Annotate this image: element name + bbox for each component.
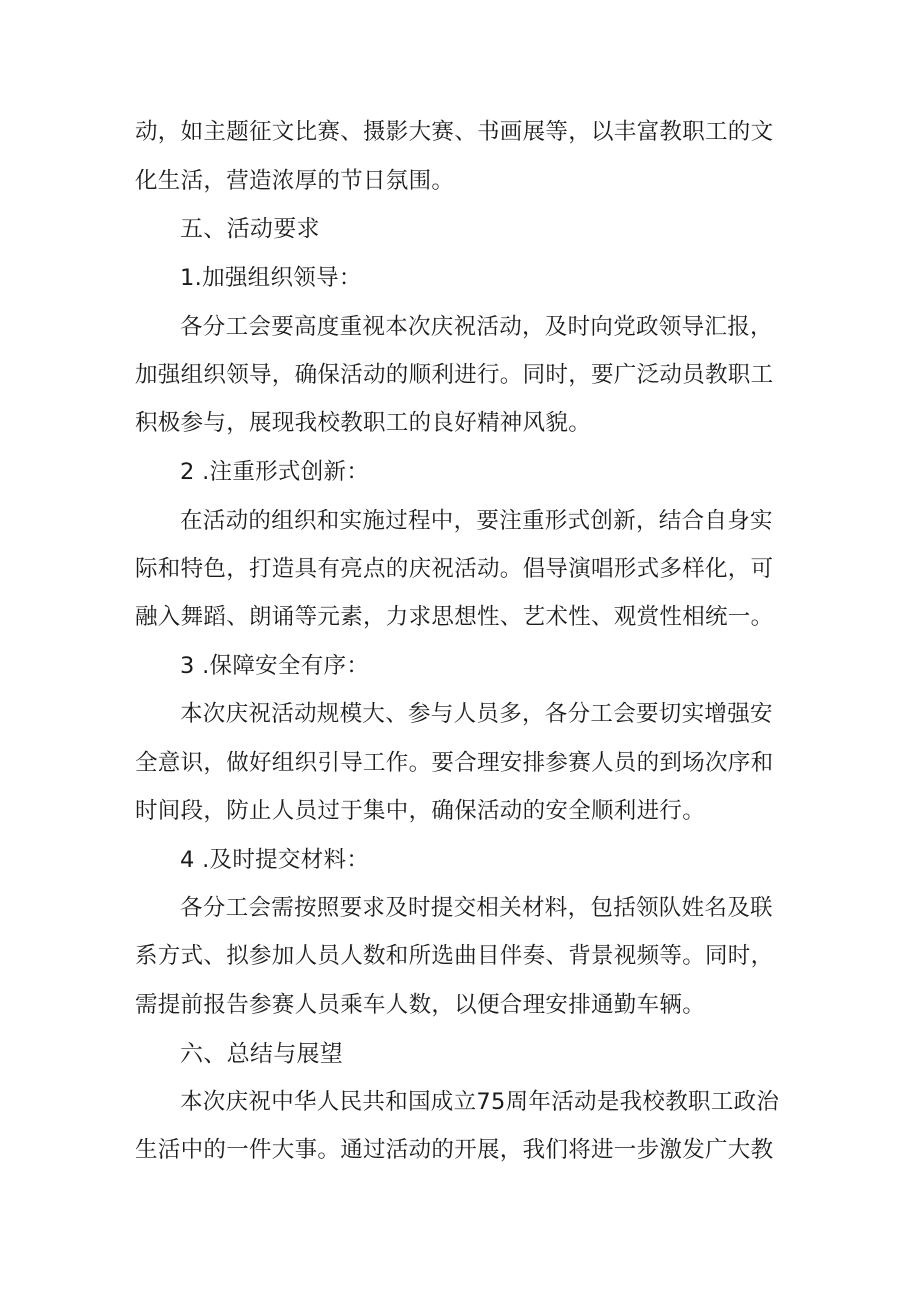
paragraph-line: 际和特色，打造具有亮点的庆祝活动。倡导演唱形式多样化，可	[135, 556, 774, 582]
paragraph-line: 积极参与，展现我校教职工的良好精神风貌。	[135, 410, 592, 436]
paragraph-line: 时间段，防止人员过于集中，确保活动的安全顺利进行。	[135, 798, 706, 824]
paragraph-line: 系方式、拟参加人员人数和所选曲目伴奏、背景视频等。同时，	[135, 943, 774, 969]
paragraph-line: 化生活，营造浓厚的节日氛围。	[135, 168, 455, 194]
paragraph-line: 全意识，做好组织引导工作。要合理安排参赛人员的到场次序和	[135, 750, 774, 776]
section-heading-six: 六、总结与展望	[180, 1041, 344, 1067]
subheading-2: 2 .注重形式创新：	[180, 459, 370, 485]
paragraph-line: 各分工会要高度重视本次庆祝活动，及时向党政领导汇报，	[180, 314, 773, 340]
paragraph-line: 融入舞蹈、朗诵等元素，力求思想性、艺术性、观赏性相统一。	[135, 604, 774, 630]
paragraph-line: 需提前报告参赛人员乘车人数，以便合理安排通勤车辆。	[135, 992, 706, 1018]
paragraph-line: 在活动的组织和实施过程中，要注重形式创新，结合自身实	[180, 508, 773, 534]
subheading-1: 1.加强组织领导：	[180, 265, 362, 291]
paragraph-line: 动，如主题征文比赛、摄影大赛、书画展等，以丰富教职工的文	[135, 119, 774, 145]
subheading-3: 3 .保障安全有序：	[180, 653, 370, 679]
paragraph-line: 各分工会需按照要求及时提交相关材料，包括领队姓名及联	[180, 895, 773, 921]
subheading-4: 4 .及时提交材料：	[180, 847, 370, 873]
paragraph-line: 本次庆祝中华人民共和国成立75周年活动是我校教职工政治	[180, 1089, 780, 1115]
paragraph-line: 加强组织领导，确保活动的顺利进行。同时，要广泛动员教职工	[135, 362, 774, 388]
section-heading-five: 五、活动要求	[180, 216, 320, 242]
paragraph-line: 本次庆祝活动规模大、参与人员多，各分工会要切实增强安	[180, 701, 773, 727]
paragraph-line: 生活中的一件大事。通过活动的开展，我们将进一步激发广大教	[135, 1137, 774, 1163]
